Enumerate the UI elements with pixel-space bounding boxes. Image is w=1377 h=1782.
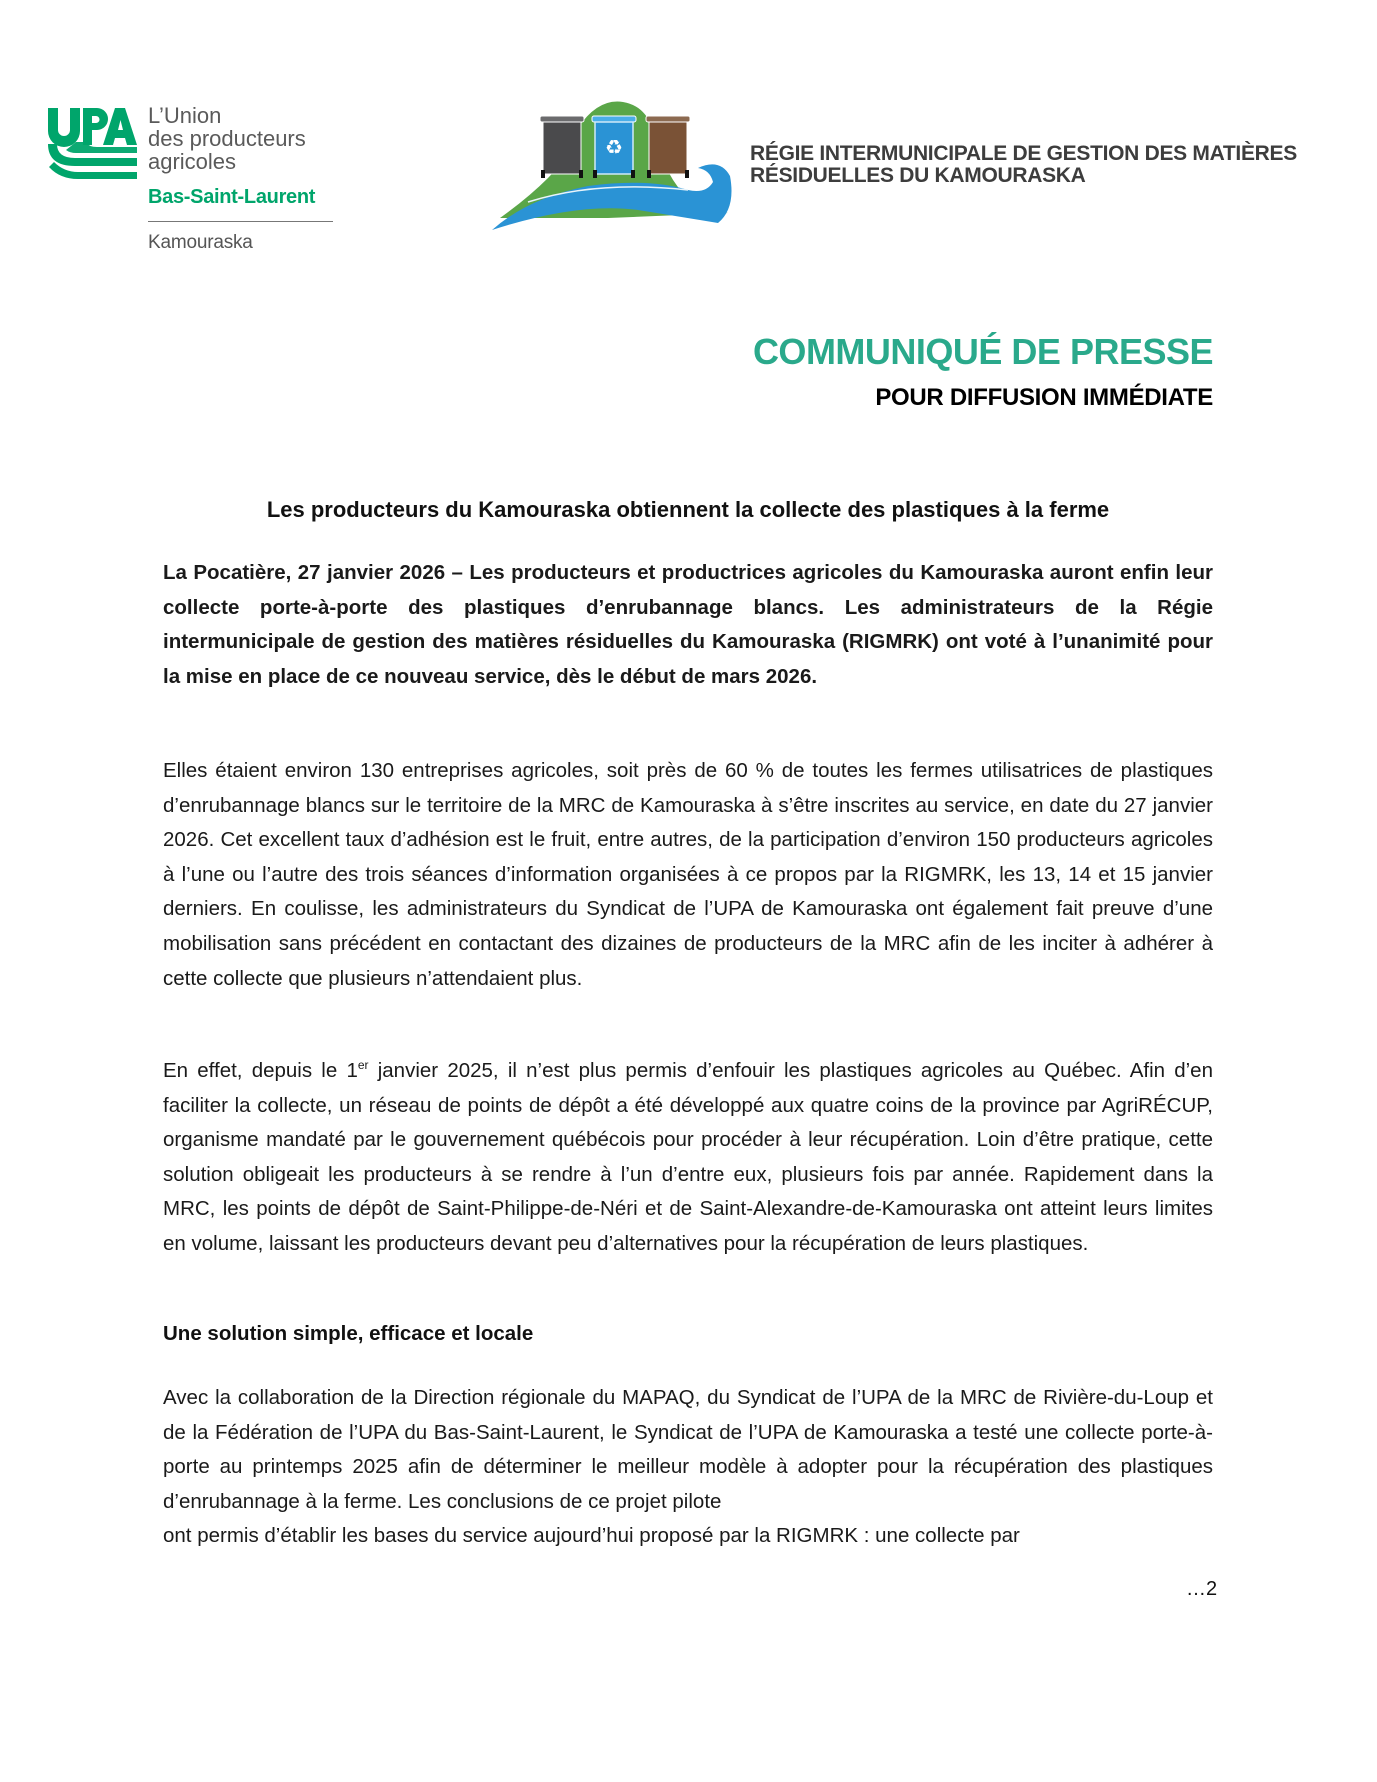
upa-region: Bas-Saint-Laurent [148, 186, 316, 208]
upa-name-line2: des producteurs [148, 126, 306, 151]
paragraph-4-last-line: ont permis d’établir les bases du service aujourd’hui proposé par la RIGMRK : une collecte par [163, 1524, 1020, 1548]
page-continuation-marker: …2 [1186, 1578, 1218, 1600]
recycling-bins-logo-icon [488, 98, 733, 233]
section-subheading: Une solution simple, efficace et locale [163, 1322, 534, 1345]
paragraph-3-text-rest: janvier 2025, il n’est plus permis d’enfouir les plastiques agricoles au Québec. Afin d’en faciliter la collecte, un réseau de points de dépôt a été développé aux quatre coins de la province par AgriRÉCUP, organisme mandaté par le gouvernement québécois pour procéder à leur récupération. Loin d’être pratique, cette solution obligeait les producteurs à se rendre à l’un d’entre eux, plusieurs fois par année. Rapidement dans la MRC, les points de dépôt de Saint-Philippe-de-Néri et de Saint-Alexandre-de-Kamouraska ont atteint leurs limites en volume, laissant les producteurs devant peu d’alternatives pour la récupération de leurs plastiques. [163, 1059, 1213, 1255]
upa-logo-name [148, 104, 306, 173]
upa-logo [46, 104, 346, 264]
upa-logo-mark-icon [46, 106, 138, 186]
upa-name-line1: L’Union [148, 103, 222, 128]
paragraph-4 [163, 1381, 1213, 1554]
document-title: COMMUNIQUÉ DE PRESSE [752, 331, 1213, 372]
rigmrk-title [750, 143, 1297, 187]
paragraph-3 [163, 1054, 1213, 1262]
article-headline: Les producteurs du Kamouraska obtiennent la collecte des plastiques à la ferme [266, 497, 1110, 522]
upa-name-line3: agricoles [148, 149, 237, 174]
rigmrk-title-line1: RÉGIE INTERMUNICIPALE DE GESTION DES MATIÈRES [750, 142, 1297, 165]
upa-subregion: Kamouraska [148, 232, 253, 253]
paragraph-4-text: Avec la collaboration de la Direction régionale du MAPAQ, du Syndicat de l’UPA de la MRC de Rivière-du-Loup et de la Fédération de l’UPA du Bas-Saint-Laurent, le Syndicat de l’UPA de Kamouraska a testé une collecte porte-à-porte au printemps 2025 afin de déterminer le meilleur modèle à adopter pour la récupération des plastiques d’enrubannage à la ferme. Les conclusions de ce projet pilote [163, 1386, 1213, 1513]
lead-paragraph: La Pocatière, 27 janvier 2026 – Les producteurs et productrices agricoles du Kamouraska auront enfin leur collecte porte-à-porte des plastiques d’enrubannage blancs. Les administrateurs de la Régie intermunicipale de gestion des matières résiduelles du Kamouraska (RIGMRK) ont voté à l’unanimité pour la mise en place de ce nouveau service, dès le début de mars 2026. [163, 561, 1213, 688]
release-notice: POUR DIFFUSION IMMÉDIATE [875, 384, 1213, 411]
svg-text:♻: ♻ [605, 135, 623, 159]
paragraph-2: Elles étaient environ 130 entreprises agricoles, soit près de 60 % de toutes les fermes utilisatrices de plastiques d’enrubannage blancs sur le territoire de la MRC de Kamouraska à s’être inscrites au service, en date du 27 janvier 2026. Cet excellent taux d’adhésion est le fruit, entre autres, de la participation d’environ 150 producteurs agricoles à l’une ou l’autre des trois séances d’information organisées à ce propos par la RIGMRK, les 13, 14 et 15 janvier derniers. En coulisse, les administrateurs du Syndicat de l’UPA de Kamouraska ont également fait preuve d’une mobilisation sans précédent en contactant des dizaines de producteurs de la MRC afin de les inciter à adhérer à cette collecte que plusieurs n’attendaient plus. [163, 759, 1213, 990]
ordinal-superscript: er [357, 1058, 369, 1073]
paragraph-3-text-start: En effet, depuis le 1 [163, 1059, 358, 1082]
rigmrk-title-line2: RÉSIDUELLES DU KAMOURASKA [750, 164, 1086, 187]
upa-divider [148, 221, 333, 222]
